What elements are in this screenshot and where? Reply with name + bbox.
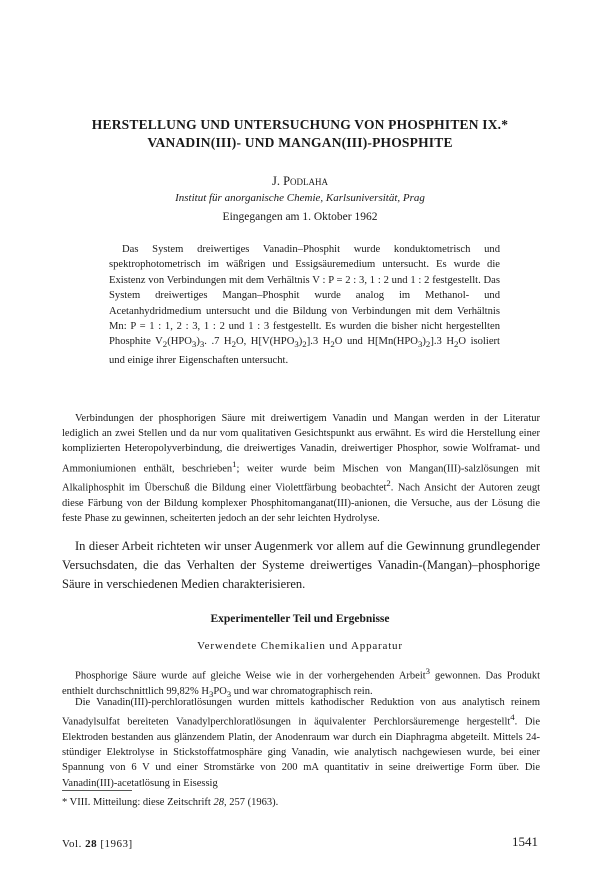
- author-surname: Podlaha: [283, 174, 329, 188]
- reference-1: 1: [232, 458, 237, 469]
- paragraph-vanadium-solutions: Die Vanadin(III)-perchloratlösungen wurden mittels kathodischer Reduktion von aus analytisch reinem Vanadylsulfat bereiteten Vanadylperchloratlösungen in äquivalenter Perchlorsäuremenge hergestellt$^4$. Die Elektroden bestanden aus glänzendem Platin, der Anodenraum war durch ein Diaphragma abgeteilt. Mittels 24-stündiger Elektrolyse in Stickstoffatmosphäre ging Vanadin, wie analytisch nachgewiesen wurde, bei einer Spannung von 6 V und einer Stromstärke von 200 mA quantitativ in seine dreiwertige Form über. Die Vanadin(III)-acetatlösung in Eisessig: [62, 697, 540, 789]
- reference-3: 3: [425, 666, 431, 676]
- article-title-line-2: VANADIN(III)- UND MANGAN(III)-PHOSPHITE: [147, 135, 453, 150]
- section-heading: Experimenteller Teil und Ergebnisse: [210, 613, 390, 625]
- affiliation: Institut für anorganische Chemie, Karlsuniversität, Prag: [175, 192, 425, 204]
- subsection-heading: Verwendete Chemikalien und Apparatur: [197, 640, 403, 652]
- footnote-rule: [62, 790, 132, 791]
- article-title-line-1: HERSTELLUNG UND UNTERSUCHUNG VON PHOSPHITEN IX.*: [91, 117, 509, 132]
- volume-info: Vol. 28 [1963]: [62, 838, 133, 850]
- aim-paragraph: In dieser Arbeit richteten wir unser Augenmerk vor allem auf die Gewinnung grundlegender Versuchsdaten, die das Verhalten der Systeme dreiwertiges Vanadin-(Mangan)–phosphorige Säure in verschiedenen Medien charakterisieren.: [62, 539, 540, 591]
- received-date: Eingegangen am 1. Oktober 1962: [222, 211, 378, 223]
- paragraph-phosphorous-acid: Phosphorige Säure wurde auf gleiche Weise wie in der vorhergehenden Arbeit$^3$ gewonnen. Das Produkt enthielt durchschnittlich 99,82% $H_3PO_3$ und war chromatographisch rein.: [62, 666, 540, 699]
- footnote: * VIII. Mitteilung: diese Zeitschrift 28, 257 (1963).: [62, 797, 279, 808]
- reference-2: 2: [386, 478, 391, 489]
- author: [0, 174, 600, 189]
- page-number: 1541: [512, 834, 538, 849]
- author-initial: J.: [271, 174, 284, 188]
- abstract: Das System dreiwertiges Vanadin–Phosphit wurde konduktometrisch und spektrophotometrisch im wäßrigen und Essigsäuremedium untersucht. Es wurde die Existenz von Verbindungen mit dem Verhältnis V : P = 2 : 3, 1 : 2 und 1 : 2 festgestellt. Das System dreiwertiges Mangan–Phosphit wurde analog im Methanol- und Acetanhydridmedium untersucht und die Bildung von Verbindungen mit dem Verhältnis Mn: P = 1 : 1, 2 : 3, 1 : 2 und 1 : 3 festgestellt. Es wurden die bisher nicht hergestellten Phosphite $V_2(HPO_3)_3$. .7 $H_2O$, $H[V(HPO_3)_2].3$ $H_2O$ und $H[Mn(HPO_3)_2].3$ $H_2O$ isoliert und einige ihrer Eigenschaften untersucht.: [109, 244, 500, 366]
- reference-4: 4: [510, 712, 515, 723]
- intro-paragraph: Verbindungen der phosphorigen Säure mit dreiwertigem Vanadin und Mangan werden in der Literatur lediglich an zwei Stellen und da nur vom qualitativen Gesichtspunkt aus erwähnt. Es wird die Herstellung einer komplizierten Heteropolyverbindung, die dreiwertiges Vanadin, dreiwertiger Phosphor, sowie Wolframat- und Ammoniumionen enthält, beschrieben$^1$; weiter wurde beim Mischen von Mangan(III)-salzlösungen mit Alkaliphosphit im Überschuß die Bildung einer Violettfärbung beobachtet$^2$. Nach Ansicht der Autoren zeugt diese Färbung von der Bildung komplexer Phosphitomanganat(III)-anionen, die Versuche, aus der Lösung die feste Phase zu gewinnen, scheiterten jedoch an der sehr leichten Hydrolyse.: [62, 413, 540, 525]
